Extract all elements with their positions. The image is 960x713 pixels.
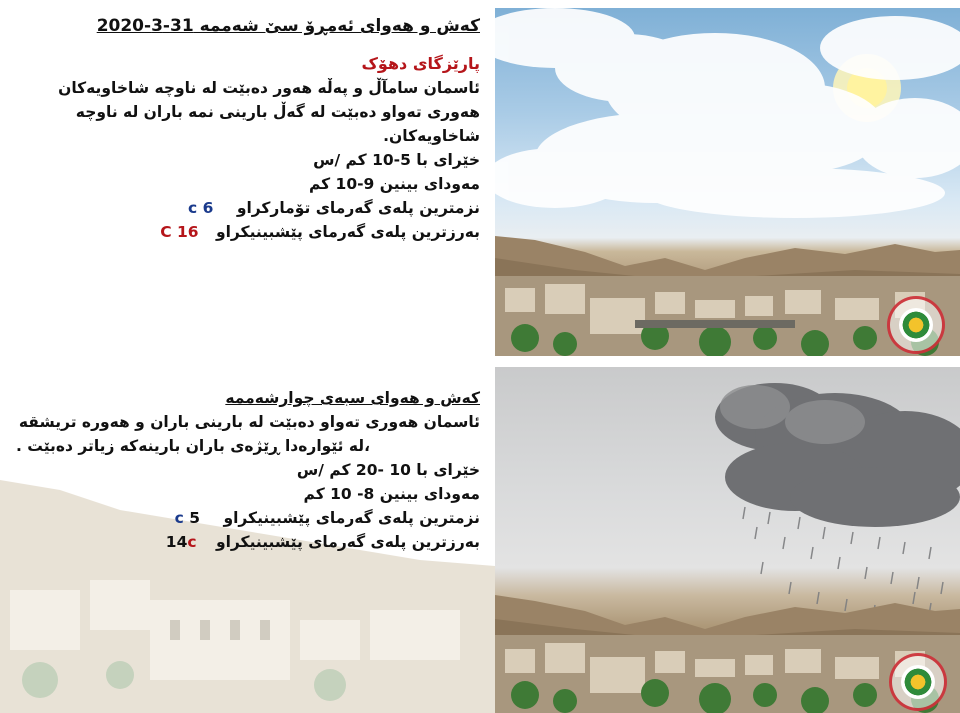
tomorrow-description-line-1: ئاسمان هەوری تەواو دەبێت لە بارینی باران و هەورە تریشقە: [18, 413, 480, 431]
tomorrow-min-label: نزمترین پلەی گەرمای پێشبینیکراو: [223, 509, 480, 527]
today-visibility: مەودای بینین 9-10 کم: [308, 175, 480, 193]
region-title: پارێزگای دهۆک: [361, 54, 480, 73]
broadcaster-seal-logo-icon: [889, 653, 947, 711]
today-heading: کەش و هەوای ئەمڕۆ سێ شەممە 31-3-2020: [96, 16, 480, 36]
tomorrow-min-temp: [10, 506, 480, 530]
today-max-temp: [10, 220, 480, 244]
today-min-value: 6 c: [188, 199, 214, 217]
tomorrow-max-reading: [166, 530, 197, 554]
today-max-label: بەرزترین پلەی گەرمای پێشبینیکراو: [215, 223, 480, 241]
broadcaster-seal-logo-icon: [887, 296, 945, 354]
tomorrow-visibility: مەودای بینین 8- 10 کم: [303, 485, 480, 503]
tomorrow-wind: خێرای با 10 -20 کم /س: [296, 461, 480, 479]
tomorrow-heading: کەش و هەوای سبەی چوارشەممە: [225, 389, 480, 407]
today-min-temp: [10, 196, 480, 220]
tomorrow-max-temp: [10, 530, 480, 554]
today-wind: خێرای با 5-10 کم /س: [313, 151, 480, 169]
tomorrow-min-unit: c: [174, 509, 184, 527]
tomorrow-forecast: [10, 386, 480, 554]
tomorrow-max-value: 14: [165, 533, 188, 551]
today-description: ئاسمان سامآڵ و پەڵە هەور دەبێت لە ناوچە شاخاویەکان هەوری تەواو دەبێت لە گەڵ بارینی نمە باران لە ناوچە شاخاویەکان.: [58, 79, 480, 145]
tomorrow-max-unit: c: [187, 533, 197, 551]
today-min-label: نزمترین پلەی گەرمای تۆمارکراو: [236, 199, 480, 217]
rainy-landscape-illustration: [495, 367, 960, 713]
sunny-weather-photo: [495, 8, 960, 356]
today-max-value: 16 C: [160, 223, 199, 241]
today-forecast: [10, 14, 480, 244]
tomorrow-min-reading: [175, 506, 200, 530]
tomorrow-min-value: 5: [189, 509, 201, 527]
tomorrow-max-label: بەرزترین پلەی گەرمای پێشبینیکراو: [215, 533, 480, 551]
sunny-landscape-illustration: [495, 8, 960, 356]
rainy-weather-photo: [495, 367, 960, 713]
tomorrow-description-line-2: ،لە ئێوارەدا ڕێژەی باران بارینەکە زیاتر دەبێت .: [16, 437, 370, 455]
